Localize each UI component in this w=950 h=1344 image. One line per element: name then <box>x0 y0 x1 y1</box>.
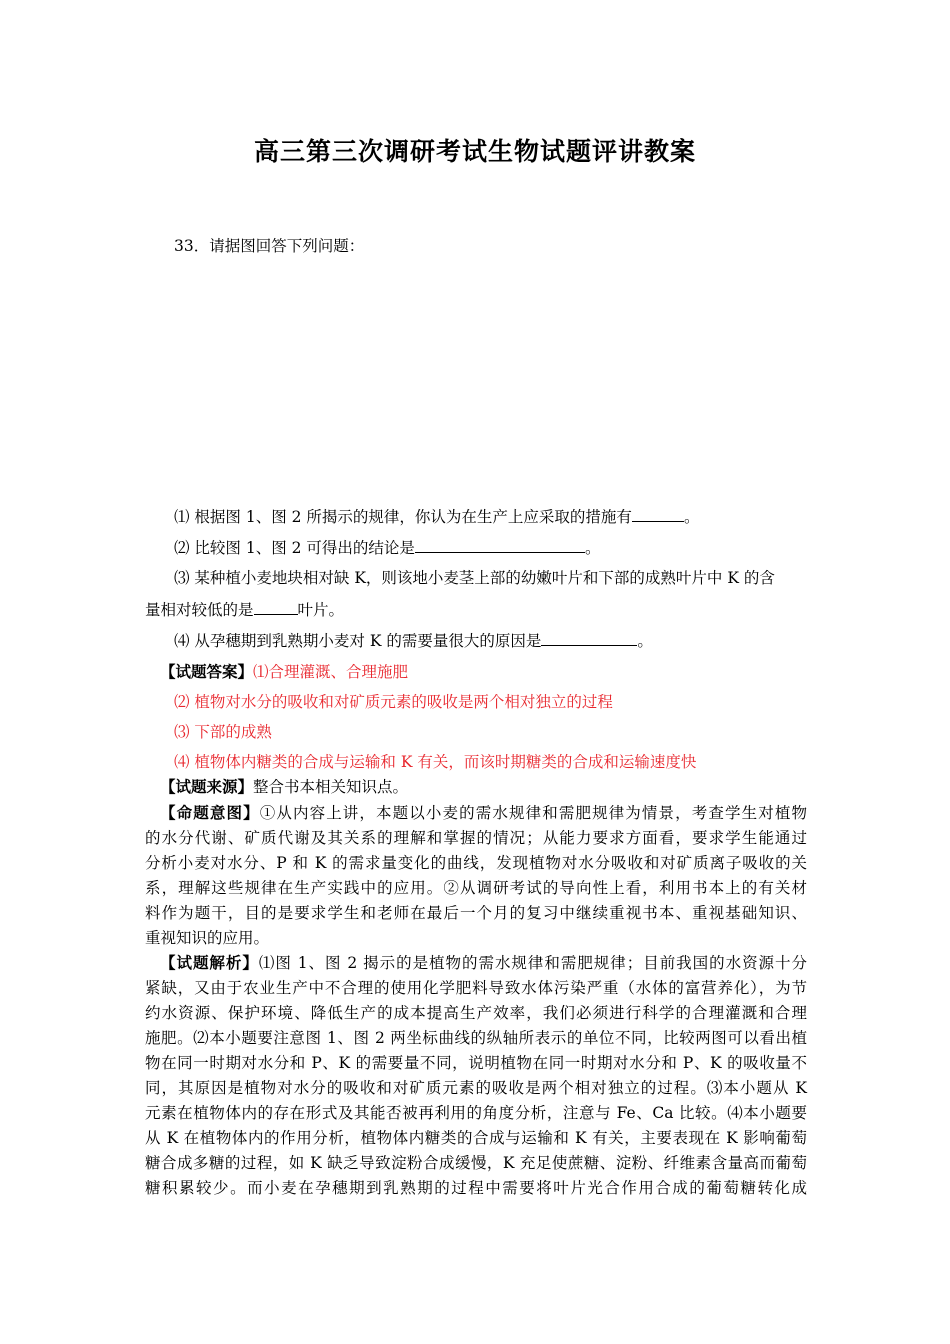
intent-label: 【命题意图】 <box>160 803 260 822</box>
question-1-end: 。 <box>683 508 700 526</box>
question-4 <box>174 631 807 651</box>
page-title: 高三第三次调研考试生物试题评讲教案 <box>253 137 696 166</box>
analysis-line-1 <box>160 953 807 973</box>
question-2-text: ⑵ 比较图 1、图 2 可得出的结论是 <box>174 539 415 557</box>
analysis-line: 施肥。⑵本小题要注意图 1、图 2 两坐标曲线的纵轴所表示的单位不同，比较两图可以看出植 <box>145 1029 807 1047</box>
analysis-line: 元素在植物体内的存在形式及其能否被再利用的角度分析，注意与 Fe、Ca 比较。⑷本小题要 <box>145 1104 807 1122</box>
intent-text-1: ①从内容上讲，本题以小麦的需水规律和需肥规律为情景，考查学生对植物 <box>259 804 807 822</box>
question-3-blank <box>254 600 298 615</box>
question-2-blank <box>415 538 585 553</box>
answer-label: 【试题答案】 <box>160 662 254 681</box>
intent-line: 的水分代谢、矿质代谢及其关系的理解和掌握的情况；从能力要求方面看，要求学生能通过 <box>145 829 807 847</box>
question-1-blank <box>632 507 684 522</box>
source-line <box>160 777 807 797</box>
question-4-blank <box>541 631 637 646</box>
analysis-line: 物在同一时期对水分和 P、K 的需要量不同，说明植物在同一时期对水分和 P、K 的吸收量不 <box>145 1054 807 1072</box>
question-1 <box>174 507 807 527</box>
source-label: 【试题来源】 <box>160 777 254 796</box>
intent-line: 分析小麦对水分、P 和 K 的需求量变化的曲线，发现植物对水分吸收和对矿质离子吸收的关 <box>145 854 807 872</box>
answer-2: ⑵ 植物对水分的吸收和对矿质元素的吸收是两个相对独立的过程 <box>174 693 613 711</box>
question-4-end: 。 <box>637 632 653 650</box>
question-3-line-1: ⑶ 某种植小麦地块相对缺 K，则该地小麦茎上部的幼嫩叶片和下部的成熟叶片中 K 的含 <box>174 569 775 587</box>
analysis-line: 约水资源、保护环境、降低生产的成本提高生产效率，我们必须进行科学的合理灌溉和合理 <box>145 1004 807 1022</box>
analysis-line: 从 K 在植物体内的作用分析，植物体内糖类的合成与运输和 K 有关，主要表现在 K 影响葡萄 <box>145 1129 807 1147</box>
analysis-line: 同，其原因是植物对水分的吸收和对矿质元素的吸收是两个相对独立的过程。⑶本小题从 K <box>145 1079 807 1097</box>
question-intro: 33．请据图回答下列问题： <box>174 237 365 255</box>
analysis-line: 糖合成多糖的过程，如 K 缺乏导致淀粉合成缓慢，K 充足使蔗糖、淀粉、纤维素含量高而葡萄 <box>145 1154 807 1172</box>
figure-placeholder <box>145 270 807 485</box>
analysis-label: 【试题解析】 <box>160 953 259 972</box>
source-text: 整合书本相关知识点。 <box>253 778 409 796</box>
answer-4: ⑷ 植物体内糖类的合成与运输和 K 有关，而该时期糖类的合成和运输速度快 <box>174 753 697 771</box>
intent-line-1 <box>160 803 807 823</box>
intent-line: 重视知识的应用。 <box>145 929 270 947</box>
question-3-line-2 <box>145 600 807 620</box>
intent-line: 料作为题干，目的是要求学生和老师在最后一个月的复习中继续重视书本、重视基础知识、 <box>145 904 807 922</box>
question-3-text: 量相对较低的是 <box>145 601 254 619</box>
analysis-text-1: ⑴图 1、图 2 揭示的是植物的需水规律和需肥规律；目前我国的水资源十分 <box>258 954 807 972</box>
question-2-end: 。 <box>584 539 601 557</box>
answer-line-1 <box>160 662 807 682</box>
question-2 <box>174 538 807 558</box>
intent-line: 系，理解这些规律在生产实践中的应用。②从调研考试的导向性上看，利用书本上的有关材 <box>145 879 807 897</box>
answer-1: ⑴合理灌溉、合理施肥 <box>253 663 409 681</box>
analysis-line: 糖积累较少。而小麦在孕穗期到乳熟期的过程中需要将叶片光合作用合成的葡萄糖转化成 <box>145 1179 807 1197</box>
question-3-end: 叶片。 <box>297 601 345 619</box>
analysis-line: 紧缺，又由于农业生产中不合理的使用化学肥料导致水体污染严重（水体的富营养化），为节 <box>145 979 807 997</box>
answer-3: ⑶ 下部的成熟 <box>174 723 272 741</box>
question-1-text: ⑴ 根据图 1、图 2 所揭示的规律，你认为在生产上应采取的措施有 <box>174 508 632 526</box>
question-4-text: ⑷ 从孕穗期到乳熟期小麦对 K 的需要量很大的原因是 <box>174 632 542 650</box>
